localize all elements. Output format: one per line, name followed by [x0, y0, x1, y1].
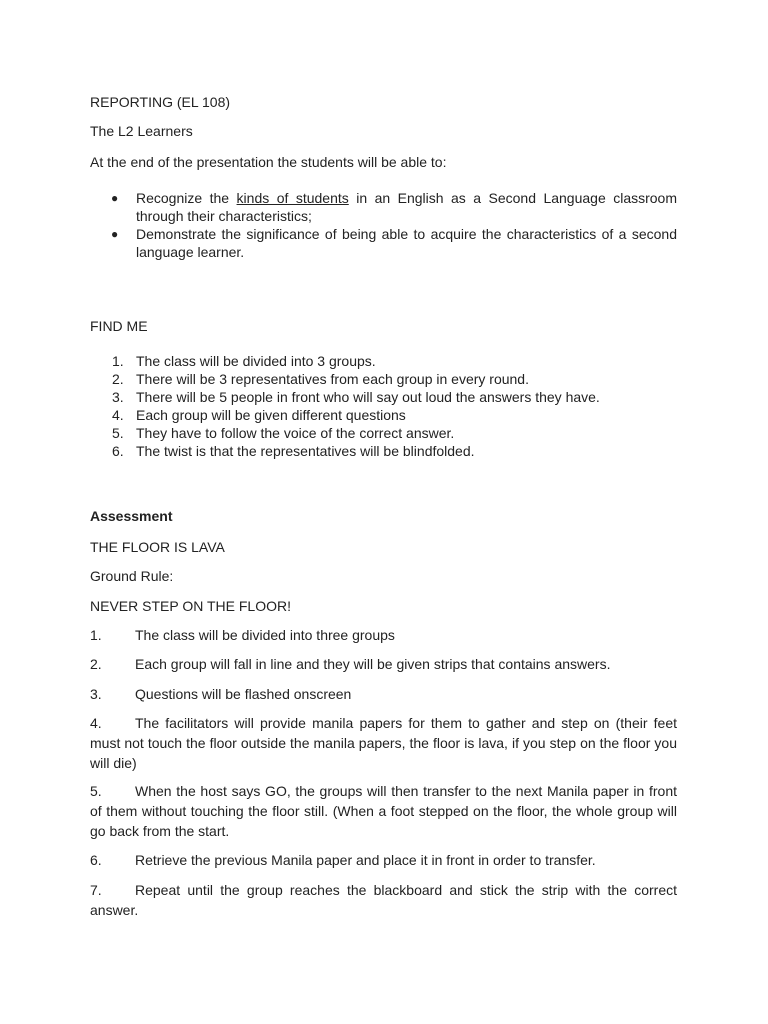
- bullet-icon: ●: [111, 191, 119, 205]
- assessment-heading: Assessment: [90, 508, 173, 524]
- list-item: [90, 352, 677, 370]
- list-item-text: There will be 5 people in front who will say out loud the answers they have.: [136, 389, 600, 405]
- assessment-step: [90, 625, 677, 645]
- list-item-text: The class will be divided into 3 groups.: [136, 353, 376, 369]
- list-number: 1.: [112, 353, 124, 369]
- assessment-step: [90, 880, 677, 920]
- objectives-list: [90, 189, 677, 261]
- objective-text-after: in an English as a Second Language classroom through their characteristics;: [136, 190, 677, 224]
- list-item-text: There will be 3 representatives from each group in every round.: [136, 371, 529, 387]
- ground-rule-text: NEVER STEP ON THE FLOOR!: [90, 598, 291, 614]
- objective-text: Demonstrate the significance of being able to acquire the characteristics of a second language learner.: [136, 226, 677, 260]
- objective-underlined-text: kinds of students: [236, 190, 349, 206]
- list-item-text: They have to follow the voice of the correct answer.: [136, 425, 455, 441]
- step-number: 5.: [90, 783, 102, 799]
- list-item-text: The twist is that the representatives will be blindfolded.: [136, 443, 475, 459]
- assessment-step: [90, 684, 677, 704]
- step-text: Repeat until the group reaches the blackboard and stick the strip with the correct answer.: [90, 882, 677, 918]
- step-number: 3.: [90, 686, 102, 702]
- step-number: 1.: [90, 627, 102, 643]
- step-text: Retrieve the previous Manila paper and place it in front in order to transfer.: [135, 852, 596, 868]
- objective-item: [90, 189, 677, 225]
- list-item-text: Each group will be given different questions: [136, 407, 406, 423]
- list-item: [90, 370, 677, 388]
- assessment-step: [90, 654, 677, 674]
- game-title: THE FLOOR IS LAVA: [90, 539, 225, 555]
- find-me-list: [90, 352, 677, 460]
- step-number: 2.: [90, 656, 102, 672]
- document-title: REPORTING (EL 108): [90, 94, 231, 110]
- assessment-step: [90, 850, 677, 870]
- step-number: 4.: [90, 715, 102, 731]
- step-text: The facilitators will provide manila papers for them to gather and step on (their feet must not touch the floor outside the manila papers, the floor is lava, if you step on the floor you will die): [90, 715, 677, 771]
- list-item: [90, 424, 677, 442]
- document-subtitle: The L2 Learners: [90, 123, 193, 139]
- assessment-step: [90, 781, 677, 841]
- objective-item: [90, 225, 677, 261]
- step-text: The class will be divided into three groups: [135, 627, 395, 643]
- ground-rule-label: Ground Rule:: [90, 568, 174, 584]
- step-number: 6.: [90, 852, 102, 868]
- find-me-heading: FIND ME: [90, 318, 148, 334]
- objectives-intro: At the end of the presentation the students will be able to:: [90, 154, 447, 170]
- step-text: When the host says GO, the groups will then transfer to the next Manila paper in front of them without touching the floor still. (When a foot stepped on the floor, the whole group will go back from the start.: [90, 783, 677, 839]
- list-number: 6.: [112, 443, 124, 459]
- step-number: 7.: [90, 882, 102, 898]
- assessment-step: [90, 713, 677, 773]
- step-text: Questions will be flashed onscreen: [135, 686, 352, 702]
- step-text: Each group will fall in line and they will be given strips that contains answers.: [135, 656, 611, 672]
- list-number: 5.: [112, 425, 124, 441]
- objective-text-before: Recognize the: [136, 190, 237, 206]
- list-number: 3.: [112, 389, 124, 405]
- list-item: [90, 406, 677, 424]
- list-number: 4.: [112, 407, 124, 423]
- list-item: [90, 442, 677, 460]
- list-item: [90, 388, 677, 406]
- list-number: 2.: [112, 371, 124, 387]
- bullet-icon: ●: [111, 227, 119, 241]
